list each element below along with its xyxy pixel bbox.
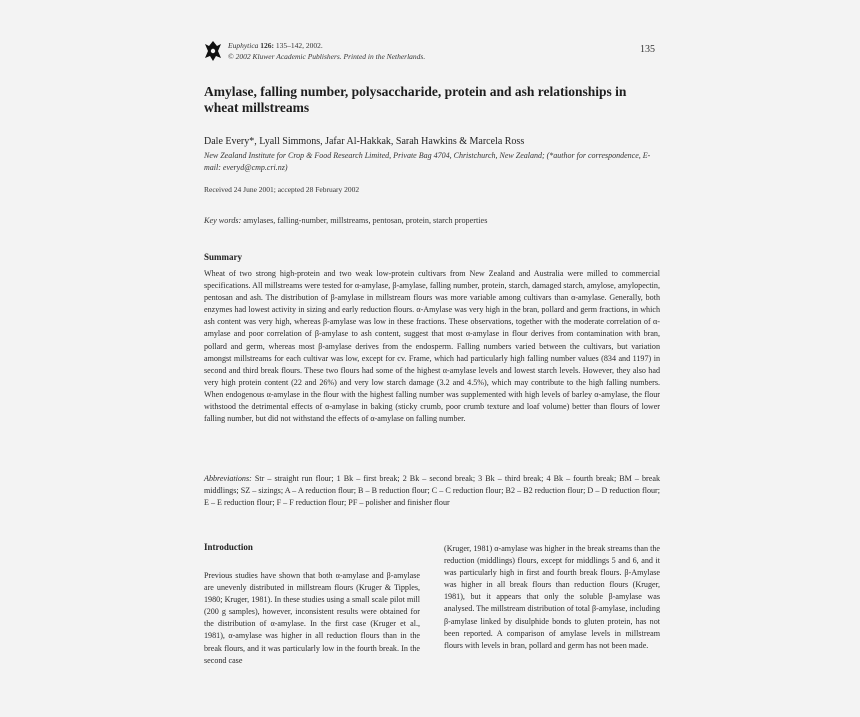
introduction-column-right: (Kruger, 1981) α-amylase was higher in the break streams than the reduction (middlings) flours, except for middlings 5 and 6, and it was particularly high in first and fourth break flours. β-Amylase was higher in all break flours than reduction flours (Kruger, 1981), but it appears that only the soluble β-amylase was analysed. The millstream distribution of total β-amylase, including β-amylase linked by disulphide bonds to gluten protein, has not been reported. A comparison of amylase levels in millstream flours with levels in bran, pollard and germ has not been made. [444,544,660,650]
journal-pages-year: 135–142, 2002. [274,41,323,50]
summary-paragraph: Wheat of two strong high-protein and two weak low-protein cultivars from New Zealand and Australia were milled to commercial specifications. All millstreams were tested for α-amylase, β-amylase, falling number, protein, starch, damaged starch, amylose, amylopectin, pentosan and ash. The distribution of β-amylase in millstream flours was more variable among cultivars than α-amylase. Generally, both enzymes had lowest activity in sizing and early reduction flours. α-Amylase was very high in the bran, pollard and germ fractions, in which ash content was very high, whereas β-amylase was low in these fractions. These observations, together with the moderate correlation of α-amylase and poor correlation of β-amylase to ash content, suggest that most α-amylase in flour derives from contamination with bran, pollard and germ, whereas most β-amylase derives from the endosperm. Falling numbers varied between the cultivars, but variation amongst millstreams for each cultivar was low, except for cv. Frame, which had particularly high falling number values (834 and 1197) in second and third break flours. These two flours had some of the highest α-amylase levels and lowest starch levels. However, they also had very high protein content (22 and 26%) and very low starch damage (3.2 and 4.5%), which may contribute to the high falling numbers. When endogenous α-amylase in the flour with the highest falling number was supplemented with high levels of barley α-amylase, the flour withstood the detrimental effects of α-amylase in baking (sticky crumb, poor crumb texture and loaf volume) better than flours of lower falling number, but did not withstand the effects of α-amylase on falling number. [204,269,660,424]
page-number: 135 [640,44,655,55]
article-title: Amylase, falling number, polysaccharide, protein and ash relationships in wheat millstreams [204,84,627,115]
introduction-column-left: Previous studies have shown that both α-amylase and β-amylase are unevenly distributed in millstream flours (Kruger & Tipples, 1980; Kruger, 1981). In these studies using a small scale pilot mill (200 g samples), however, inconsistent results were obtained for the distribution of α-amylase. In the first case (Kruger et al., 1981), α-amylase was higher in all reduction flours than in the break flours, and it was particularly low in the fourth break. In the second case [204,571,420,665]
abbreviations-paragraph [204,473,660,509]
publisher-line: © 2002 Kluwer Academic Publishers. Printed in the Netherlands. [228,52,426,61]
journal-volume: 126: [260,41,275,50]
keywords-list: amylases, falling-number, millstreams, pentosan, protein, starch properties [241,216,488,225]
author-affiliation: New Zealand Institute for Crop & Food Research Limited, Private Bag 4704, Christchurch, New Zealand; (*author for correspondence, E-mail: everyd@cmp.cri.nz) [204,151,651,172]
author-list: Dale Every*, Lyall Simmons, Jafar Al-Hakkak, Sarah Hawkins & Marcela Ross [204,136,525,147]
abbreviations-label: Abbreviations: [204,474,252,483]
abbreviations-text: Str – straight run flour; 1 Bk – first break; 2 Bk – second break; 3 Bk – third break; 4 Bk – fourth break; BM – break middlings; SZ – sizings; A – A reduction flour; B – B reduction flour; C – C reduction flour; B2 – B2 reduction flour; D – D reduction flour; E – E reduction flour; F – F reduction flour; PF – polisher and finisher flour [204,474,660,508]
journal-name: Euphytica [228,41,259,50]
keywords [204,216,487,225]
keywords-label: Key words: [204,216,242,225]
introduction-heading: Introduction [204,542,253,552]
publisher-logo-icon [204,40,222,62]
received-dates: Received 24 June 2001; accepted 28 February 2002 [204,185,360,194]
summary-heading: Summary [204,252,242,262]
journal-citation [228,40,425,62]
